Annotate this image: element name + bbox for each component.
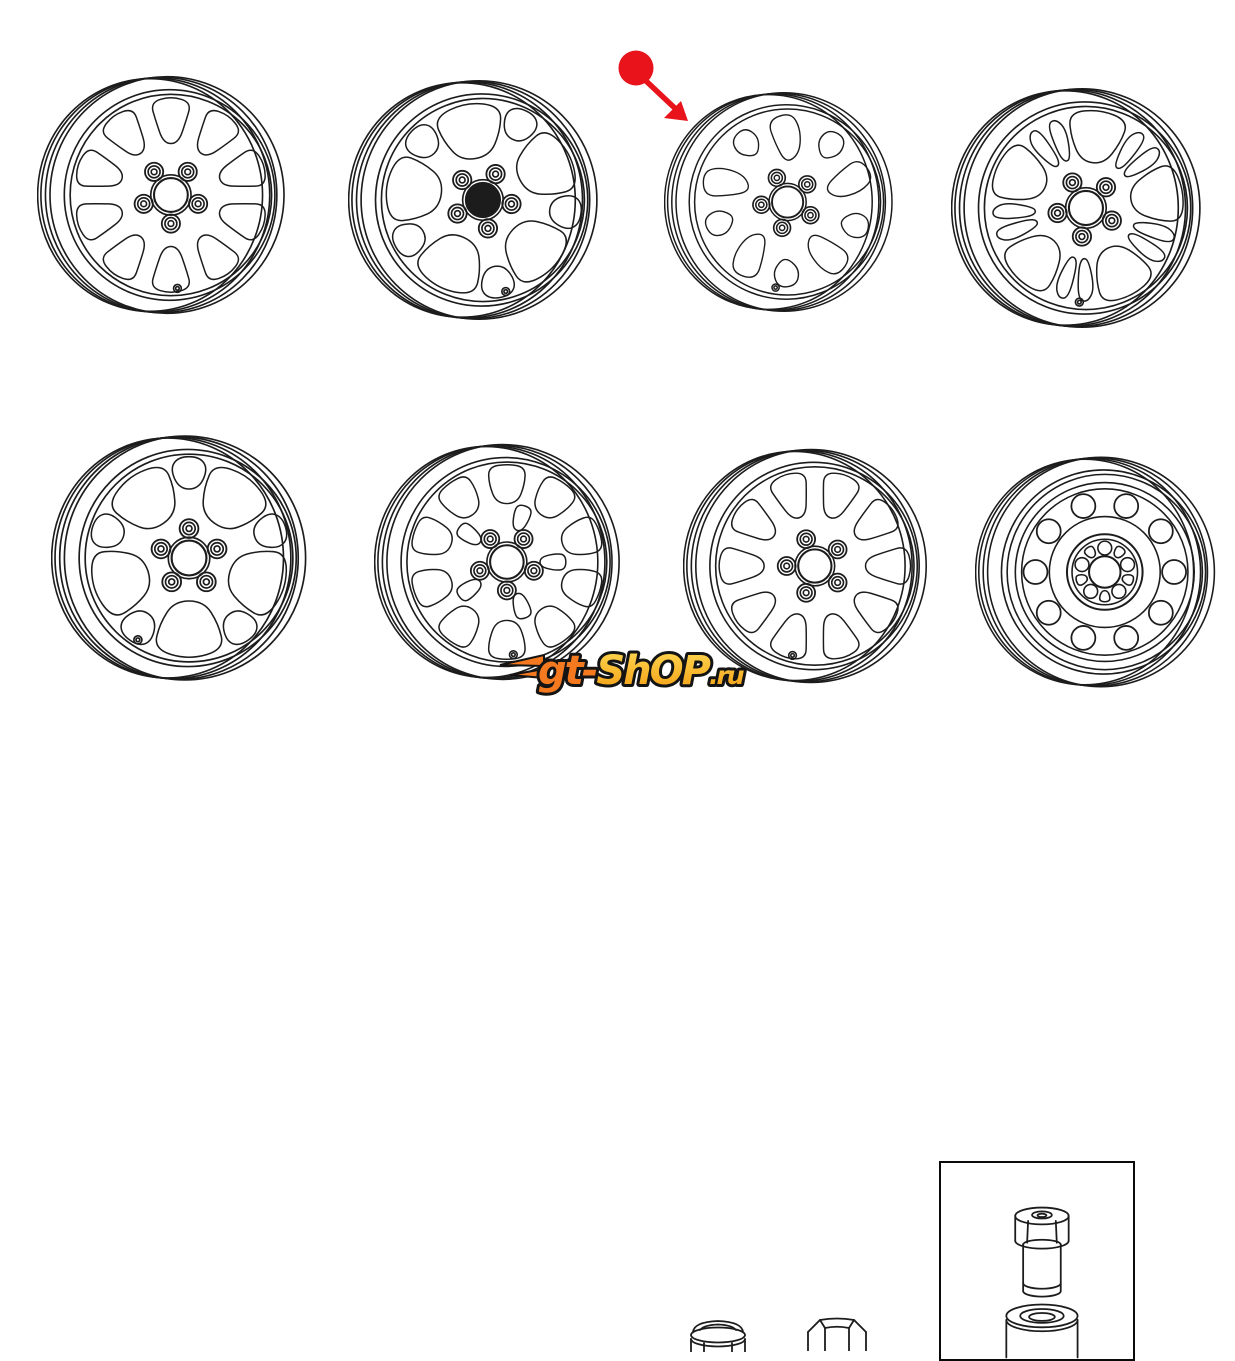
watermark-text bbox=[538, 648, 745, 694]
watermark-logo bbox=[498, 644, 753, 696]
watermark-main: ShOP bbox=[596, 648, 709, 694]
lug-nut-hex bbox=[805, 1313, 869, 1351]
wheel-drawing-8 bbox=[975, 446, 1227, 698]
wheel-lock-kit-box bbox=[939, 1161, 1135, 1361]
watermark-prefix: gt- bbox=[538, 648, 597, 694]
lug-nut-flanged bbox=[684, 1316, 752, 1352]
watermark-tld: .ru bbox=[708, 661, 743, 690]
wheel-drawing-5 bbox=[51, 424, 319, 692]
red-callout-marker bbox=[600, 40, 710, 140]
wheel-drawing-1 bbox=[37, 65, 297, 325]
wheel-lock-key-drawing bbox=[941, 1163, 1133, 1359]
lock-key-cap bbox=[1015, 1208, 1068, 1249]
wheel-drawing-4 bbox=[951, 77, 1213, 339]
wheel-drawing-2 bbox=[348, 69, 610, 331]
